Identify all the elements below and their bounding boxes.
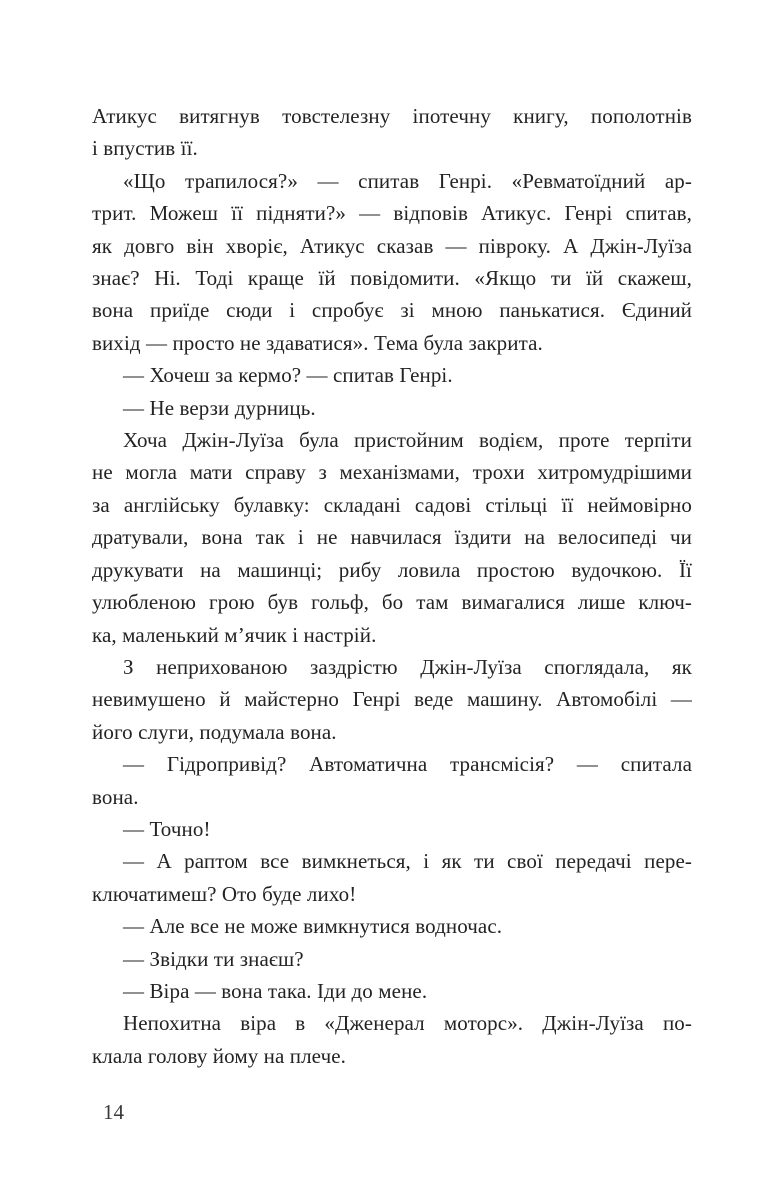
text-line: друкувати на машинці; рибу ловила простою вудочкою. Її	[92, 557, 692, 582]
text-line: З неприхованою заздрістю Джін-Луїза споглядала, як	[123, 654, 692, 679]
text-line: його слуги, подумала вона.	[92, 719, 337, 744]
paragraph	[92, 813, 692, 845]
text-line: ключатимеш? Ото буде лихо!	[92, 881, 357, 906]
text-line: як довго він хворіє, Атикус сказав — півроку. А Джін-Луїза	[92, 233, 692, 258]
paragraph	[92, 392, 692, 424]
text-line: — Точно!	[123, 816, 211, 841]
paragraph	[92, 943, 692, 975]
paragraph	[92, 651, 692, 748]
text-line: — Не верзи дурниць.	[123, 395, 316, 420]
text-line: «Що трапилося?» — спитав Генрі. «Ревматоїдний ар-	[123, 168, 692, 193]
text-line: — Але все не може вимкнутися водночас.	[123, 914, 503, 939]
text-line: за англійську булавку: складані садові стільці її неймовірно	[92, 492, 692, 517]
paragraph	[92, 748, 692, 813]
paragraph	[92, 1007, 692, 1072]
text-line: вона приїде сюди і спробує зі мною панькатися. Єдиний	[92, 298, 692, 323]
text-line: — Гідропривід? Автоматична трансмісія? — спитала	[123, 752, 692, 777]
page-text	[92, 100, 692, 1072]
text-line: вона.	[92, 784, 139, 809]
text-line: ка, маленький м’ячик і настрій.	[92, 622, 377, 647]
text-line: — Хочеш за кермо? — спитав Генрі.	[123, 363, 453, 388]
paragraph	[92, 100, 692, 165]
text-line: улюбленою грою був гольф, бо там вимагалися лише ключ-	[92, 590, 692, 615]
paragraph	[92, 359, 692, 391]
text-line: Атикус витягнув товстелезну іпотечну книгу, пополотнів	[92, 104, 692, 128]
text-line: клала голову йому на плече.	[92, 1043, 347, 1068]
page-number: 14	[103, 1100, 124, 1124]
text-line: Непохитна віра в «Дженерал моторс». Джін-Луїза по-	[123, 1011, 692, 1036]
text-line: невимушено й майстерно Генрі веде машину. Автомобілі —	[92, 687, 692, 712]
text-line: Хоча Джін-Луїза була пристойним водієм, проте терпіти	[123, 428, 692, 453]
text-line: не могла мати справу з механізмами, трохи хитромудрішими	[92, 460, 692, 485]
text-line: — А раптом все вимкнеться, і як ти свої передачі пере-	[123, 849, 692, 874]
paragraph	[92, 165, 692, 359]
text-line: і впустив її.	[92, 136, 198, 161]
text-line: трит. Можеш її підняти?» — відповів Атикус. Генрі спитав,	[92, 201, 692, 226]
paragraph	[92, 975, 692, 1007]
text-line: знає? Ні. Тоді краще їй повідомити. «Якщо ти їй скажеш,	[92, 266, 692, 291]
paragraph	[92, 910, 692, 942]
text-line: — Звідки ти знаєш?	[123, 946, 304, 971]
text-line: — Віра — вона така. Іди до мене.	[123, 978, 428, 1003]
text-line: дратували, вона так і не навчилася їздити на велосипеді чи	[92, 525, 692, 550]
paragraph	[92, 424, 692, 651]
paragraph	[92, 845, 692, 910]
text-line: вихід — просто не здаватися». Тема була закрита.	[92, 330, 543, 355]
